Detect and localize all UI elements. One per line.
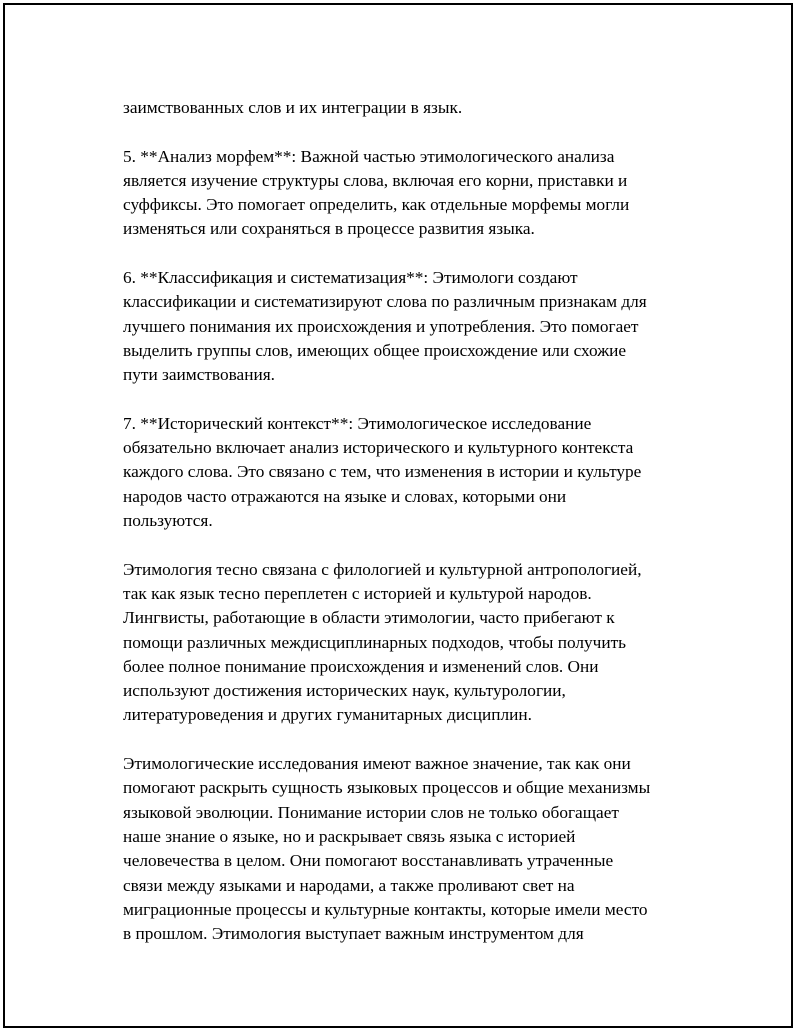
paragraph-4 (123, 412, 703, 533)
text-line: помогают раскрыть сущность языковых процессов и общие механизмы (123, 778, 651, 798)
paragraph-2 (123, 145, 703, 242)
text-line: пути заимствования. (123, 365, 275, 385)
text-line: заимствованных слов и их интеграции в язык. (123, 98, 463, 117)
text-line: каждого слова. Это связано с тем, что изменения в истории и культуре (123, 462, 642, 482)
page-frame (3, 3, 793, 1028)
text-line: Лингвисты, работающие в области этимологии, часто прибегают к (123, 608, 615, 628)
text-line: в прошлом. Этимология выступает важным инструментом для (123, 924, 584, 944)
paragraph-1 (123, 96, 703, 120)
text-line: 7. **Исторический контекст**: Этимологическое исследование (123, 413, 592, 433)
text-line: так как язык тесно переплетен с историей и культурой народов. (123, 583, 592, 603)
text-line: связи между языками и народами, а также проливают свет на (123, 875, 575, 895)
text-line: 6. **Классификация и систематизация**: Этимологи создают (123, 268, 578, 288)
text-line: используют достижения исторических наук, культурологии, (123, 681, 566, 701)
text-line: литературоведения и других гуманитарных дисциплин. (123, 705, 532, 725)
text-line: выделить группы слов, имеющих общее происхождение или схожие (123, 340, 627, 360)
text-line: пользуются. (123, 511, 213, 531)
text-line: более полное понимание происхождения и изменений слов. Они (123, 656, 599, 676)
text-line: суффиксы. Это помогает определить, как отдельные морфемы могли (123, 195, 630, 215)
text-line: лучшего понимания их происхождения и употребления. Это помогает (123, 316, 639, 336)
text-line: Этимология тесно связана с филологией и культурной антропологией, (123, 559, 642, 579)
paragraph-6 (123, 752, 703, 946)
page-body (123, 96, 703, 946)
text-line: миграционные процессы и культурные контакты, которые имели место (123, 899, 648, 919)
text-line: наше знание о языке, но и раскрывает связь языка с историей (123, 826, 576, 846)
text-line: изменяться или сохраняться в процессе развития языка. (123, 219, 535, 239)
text-line: классификации и систематизируют слова по различным признакам для (123, 292, 647, 312)
paragraph-3 (123, 266, 703, 387)
text-line: 5. **Анализ морфем**: Важной частью этимологического анализа (123, 146, 615, 166)
text-line: является изучение структуры слова, включая его корни, приставки и (123, 170, 628, 190)
text-line: человечества в целом. Они помогают восстанавливать утраченные (123, 851, 614, 871)
text-line: Этимологические исследования имеют важное значение, так как они (123, 754, 631, 774)
text-line: помощи различных междисциплинарных подходов, чтобы получить (123, 632, 627, 652)
paragraph-5 (123, 558, 703, 728)
text-line: обязательно включает анализ исторического и культурного контекста (123, 438, 634, 458)
text-line: народов часто отражаются на языке и словах, которыми они (123, 486, 567, 506)
text-line: языковой эволюции. Понимание истории слов не только обогащает (123, 802, 619, 822)
